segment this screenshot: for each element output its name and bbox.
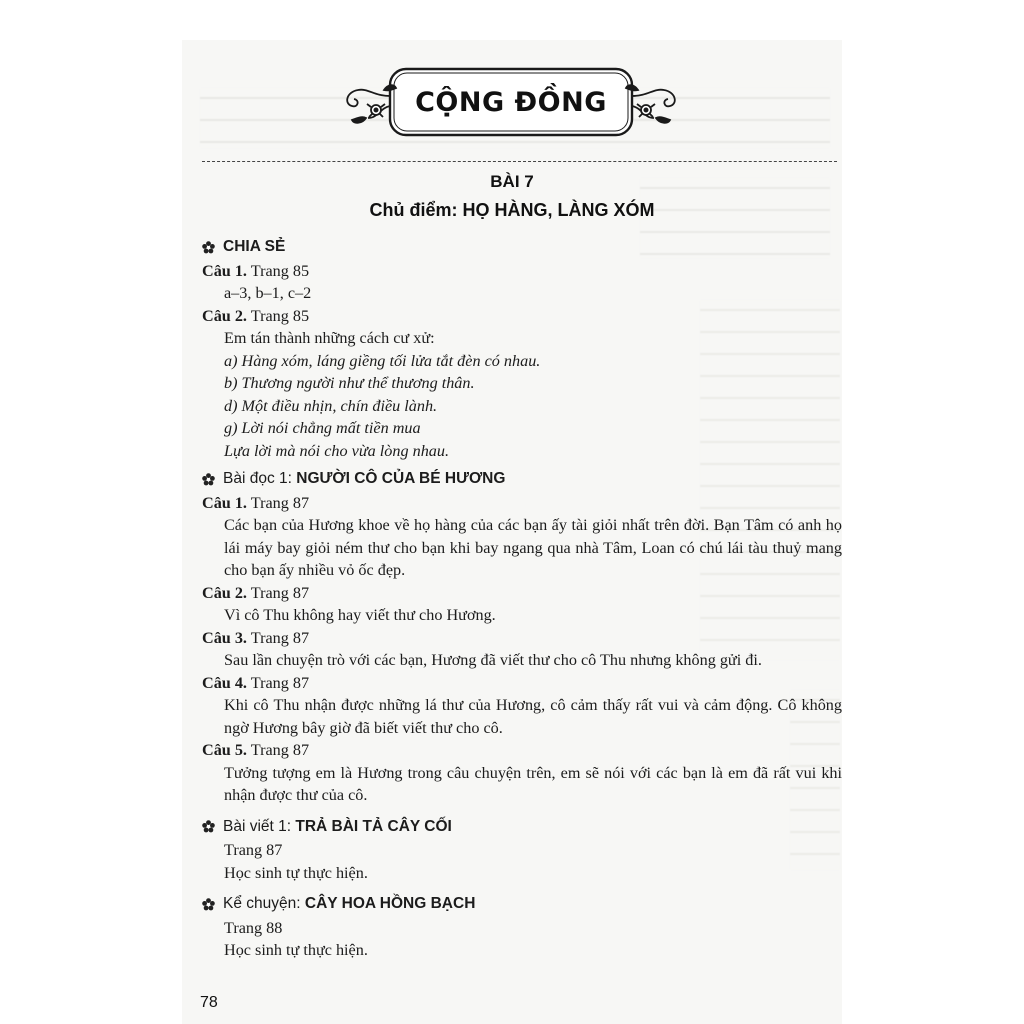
question-page: Trang 87 [250, 741, 310, 759]
flower-bullet-icon [202, 898, 215, 911]
flower-bullet-icon [202, 241, 215, 254]
answer-text: Các bạn của Hương khoe về họ hàng của các bạn ấy tài giỏi nhất trên đời. Bạn Tâm có anh họ lái máy bay giỏi ném thư cho bạn khi bay ngang qua nhà Tâm, Loan có chú lái tàu thuỷ mang cho bạn ấy nhiều vỏ ốc đẹp. [224, 516, 842, 579]
section-title: NGƯỜI CÔ CỦA BÉ HƯƠNG [296, 470, 506, 487]
question-line [202, 260, 842, 283]
question-label: Câu 2. [202, 583, 247, 602]
proverb-item: a) Hàng xóm, láng giềng tối lửa tắt đèn có nhau. [224, 351, 541, 370]
answer-intro: Em tán thành những cách cư xử: [224, 329, 435, 347]
section-prefix: Bài viết 1: [223, 817, 292, 835]
question-label: Câu 1. [202, 493, 247, 512]
answer-text: Sau lần chuyện trò với các bạn, Hương đã viết thư cho cô Thu nhưng không gửi đi. [224, 651, 762, 669]
question-page: Trang 85 [250, 261, 310, 280]
proverb-item: Lựa lời mà nói cho vừa lòng nhau. [224, 441, 450, 460]
answer-text: Học sinh tự thực hiện. [224, 863, 368, 882]
section-heading-bai-viet [202, 816, 842, 839]
question-page: Trang 85 [250, 306, 310, 325]
section-heading-chia-se [202, 236, 842, 259]
lesson-theme: Chủ điểm: HỌ HÀNG, LÀNG XÓM [369, 200, 655, 220]
question-line [202, 627, 842, 650]
question-line [202, 739, 842, 762]
flower-bullet-icon [202, 820, 215, 833]
question-page: Trang 87 [250, 673, 310, 692]
question-line [202, 582, 842, 605]
section-heading-bai-doc [202, 468, 842, 491]
question-line [202, 305, 842, 328]
question-label: Câu 4. [202, 673, 247, 692]
section-prefix: Kể chuyện: [223, 895, 301, 912]
answer-text: Khi cô Thu nhận được những lá thư của Hương, cô cảm thấy rất vui và cảm động. Cô không ngờ Hương bây giờ đã biết viết thư cho cô. [224, 696, 842, 737]
question-line [202, 492, 842, 515]
answer-text: Học sinh tự thực hiện. [224, 941, 368, 959]
answer-text: Tưởng tượng em là Hương trong câu chuyện trên, em sẽ nói với các bạn là em đã rất vui khi nhận được thư của cô. [224, 763, 842, 804]
answer-page: Trang 88 [224, 918, 283, 937]
question-page: Trang 87 [250, 628, 310, 647]
question-page: Trang 87 [250, 583, 310, 602]
chapter-banner [338, 66, 684, 138]
lesson-number: BÀI 7 [490, 172, 534, 191]
section-prefix: Bài đọc 1: [223, 470, 292, 487]
section-title: CÂY HOA HỒNG BẠCH [304, 895, 476, 912]
chapter-title: CỘNG ĐỒNG [415, 86, 607, 118]
dashed-divider [202, 161, 837, 162]
question-line [202, 672, 842, 695]
proverb-item: b) Thương người như thể thương thân. [224, 374, 475, 392]
proverb-item: g) Lời nói chẳng mất tiền mua [224, 419, 421, 437]
flower-bullet-icon [202, 473, 215, 486]
answer-text: Vì cô Thu không hay viết thư cho Hương. [224, 606, 496, 624]
section-title: TRẢ BÀI TẢ CÂY CỐI [295, 817, 452, 835]
answer-page: Trang 87 [224, 841, 283, 859]
page-number: 78 [200, 994, 218, 1011]
question-label: Câu 3. [202, 628, 247, 647]
question-label: Câu 5. [202, 741, 247, 759]
proverb-item: d) Một điều nhịn, chín điều lành. [224, 396, 438, 415]
question-label: Câu 1. [202, 261, 247, 280]
section-title: CHIA SẺ [223, 238, 286, 255]
lesson-content [202, 236, 842, 962]
question-label: Câu 2. [202, 306, 247, 325]
section-heading-ke-chuyen [202, 893, 842, 916]
answer-text: a–3, b–1, c–2 [224, 284, 312, 302]
question-page: Trang 87 [250, 493, 310, 512]
